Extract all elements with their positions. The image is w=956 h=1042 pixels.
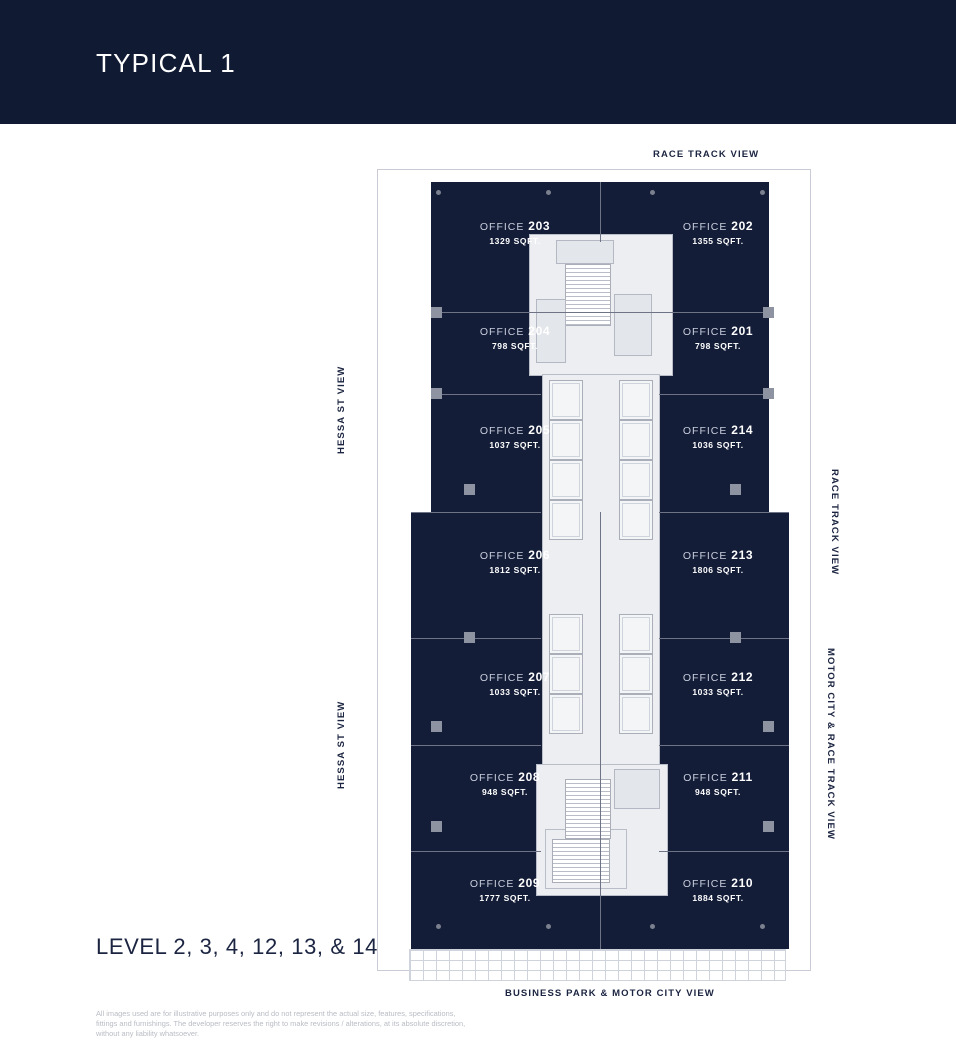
column-dot xyxy=(650,924,655,929)
office-area: 1033 SQFT. xyxy=(692,687,744,697)
office-label-208 xyxy=(430,770,580,797)
office-number: 202 xyxy=(731,219,754,233)
column-mark xyxy=(464,632,475,643)
grid-line-h3 xyxy=(431,394,541,395)
lift-l1 xyxy=(549,380,583,420)
grid-line-h11 xyxy=(411,851,541,852)
view-label-right-upper: RACE TRACK VIEW xyxy=(829,469,840,576)
office-area: 1812 SQFT. xyxy=(489,565,541,575)
office-area: 948 SQFT. xyxy=(481,787,529,797)
office-area: 1037 SQFT. xyxy=(489,440,541,450)
office-number: 209 xyxy=(518,876,541,890)
office-number: 201 xyxy=(731,324,754,338)
column-mark xyxy=(763,388,774,399)
grid-line-h2 xyxy=(600,312,769,313)
lift-l5 xyxy=(549,614,583,654)
column-dot xyxy=(436,190,441,195)
office-label-text: OFFICE xyxy=(682,878,728,890)
column-mark xyxy=(431,307,442,318)
office-number: 206 xyxy=(528,548,551,562)
lift-l7 xyxy=(549,694,583,734)
lift-r4 xyxy=(619,500,653,540)
lift-l4 xyxy=(549,500,583,540)
column-dot xyxy=(760,190,765,195)
column-mark xyxy=(464,484,475,495)
view-label-top: RACE TRACK VIEW xyxy=(653,149,760,160)
page-header xyxy=(0,0,956,124)
column-dot xyxy=(546,924,551,929)
office-label-text: OFFICE xyxy=(682,672,728,684)
column-mark xyxy=(730,632,741,643)
grid-line-h12 xyxy=(659,851,789,852)
view-label-left-lower: HESSA ST VIEW xyxy=(336,700,347,789)
office-number: 204 xyxy=(528,324,551,338)
column-dot xyxy=(760,924,765,929)
grid-line-h5 xyxy=(411,512,541,513)
office-label-text: OFFICE xyxy=(682,425,728,437)
office-label-text: OFFICE xyxy=(682,550,728,562)
office-label-203 xyxy=(440,219,590,246)
view-label-bottom: BUSINESS PARK & MOTOR CITY VIEW xyxy=(505,988,715,999)
office-label-text: OFFICE xyxy=(682,221,728,233)
column-mark xyxy=(431,388,442,399)
view-label-left-upper: HESSA ST VIEW xyxy=(336,365,347,454)
grid-line-v1 xyxy=(600,182,601,242)
grid-line-v3 xyxy=(600,851,601,949)
column-dot xyxy=(436,924,441,929)
office-number: 205 xyxy=(528,423,551,437)
level-caption: LEVEL 2, 3, 4, 12, 13, & 14 xyxy=(96,934,379,959)
office-area: 1036 SQFT. xyxy=(692,440,744,450)
stair-upper xyxy=(565,264,611,326)
office-label-text: OFFICE xyxy=(469,878,515,890)
grid-line-h1 xyxy=(431,312,600,313)
office-area: 1355 SQFT. xyxy=(692,236,744,246)
office-label-201 xyxy=(643,324,793,351)
office-number: 211 xyxy=(731,770,753,784)
lift-r7 xyxy=(619,694,653,734)
office-label-text: OFFICE xyxy=(479,221,525,233)
office-label-text: OFFICE xyxy=(479,550,525,562)
office-label-text: OFFICE xyxy=(479,672,525,684)
floor-plan-canvas xyxy=(0,124,956,1042)
office-label-text: OFFICE xyxy=(479,326,525,338)
grid-line-v2 xyxy=(600,512,601,852)
podium-hatch-strip xyxy=(409,949,786,981)
office-area: 1033 SQFT. xyxy=(489,687,541,697)
office-number: 210 xyxy=(731,876,754,890)
office-area: 1329 SQFT. xyxy=(489,236,541,246)
column-dot xyxy=(546,190,551,195)
grid-line-h9 xyxy=(411,745,541,746)
office-label-text: OFFICE xyxy=(682,326,728,338)
view-label-right-lower: MOTOR CITY & RACE TRACK VIEW xyxy=(825,648,836,840)
office-label-204 xyxy=(440,324,590,351)
office-label-209 xyxy=(430,876,580,903)
lift-l3 xyxy=(549,460,583,500)
lift-r3 xyxy=(619,460,653,500)
column-mark xyxy=(431,821,442,832)
office-area: 1806 SQFT. xyxy=(692,565,744,575)
grid-line-h4 xyxy=(659,394,769,395)
office-label-207 xyxy=(440,670,590,697)
lift-r1 xyxy=(619,380,653,420)
office-number: 203 xyxy=(528,219,551,233)
office-number: 208 xyxy=(518,770,541,784)
office-label-210 xyxy=(643,876,793,903)
column-mark xyxy=(763,307,774,318)
office-label-205 xyxy=(440,423,590,450)
column-mark xyxy=(763,721,774,732)
office-area: 1777 SQFT. xyxy=(479,893,531,903)
office-number: 207 xyxy=(528,670,551,684)
column-mark xyxy=(763,821,774,832)
grid-line-h7 xyxy=(411,638,541,639)
office-label-text: OFFICE xyxy=(683,772,728,784)
column-mark xyxy=(730,484,741,495)
office-label-202 xyxy=(643,219,793,246)
office-area: 798 SQFT. xyxy=(694,341,742,351)
office-label-213 xyxy=(643,548,793,575)
office-number: 214 xyxy=(731,423,754,437)
office-area: 798 SQFT. xyxy=(491,341,539,351)
office-label-214 xyxy=(643,423,793,450)
column-mark xyxy=(431,721,442,732)
office-number: 213 xyxy=(731,548,754,562)
office-label-text: OFFICE xyxy=(479,425,525,437)
office-area: 1884 SQFT. xyxy=(692,893,744,903)
lift-r5 xyxy=(619,614,653,654)
grid-line-h10 xyxy=(659,745,789,746)
office-area: 948 SQFT. xyxy=(694,787,742,797)
office-label-211 xyxy=(643,770,793,797)
grid-line-h8 xyxy=(659,638,789,639)
grid-line-h6 xyxy=(659,512,789,513)
office-label-212 xyxy=(643,670,793,697)
office-number: 212 xyxy=(731,670,754,684)
disclaimer-text: All images used are for illustrative purposes only and do not represent the actual size, features, specifications, fittings and furnishings. The developer reserves the right to make revisions / alterations, at its absolute discretion, without any liability whatsoever. xyxy=(96,1009,466,1038)
office-label-text: OFFICE xyxy=(469,772,515,784)
office-label-206 xyxy=(440,548,590,575)
column-dot xyxy=(650,190,655,195)
page-title: TYPICAL 1 xyxy=(96,48,236,78)
